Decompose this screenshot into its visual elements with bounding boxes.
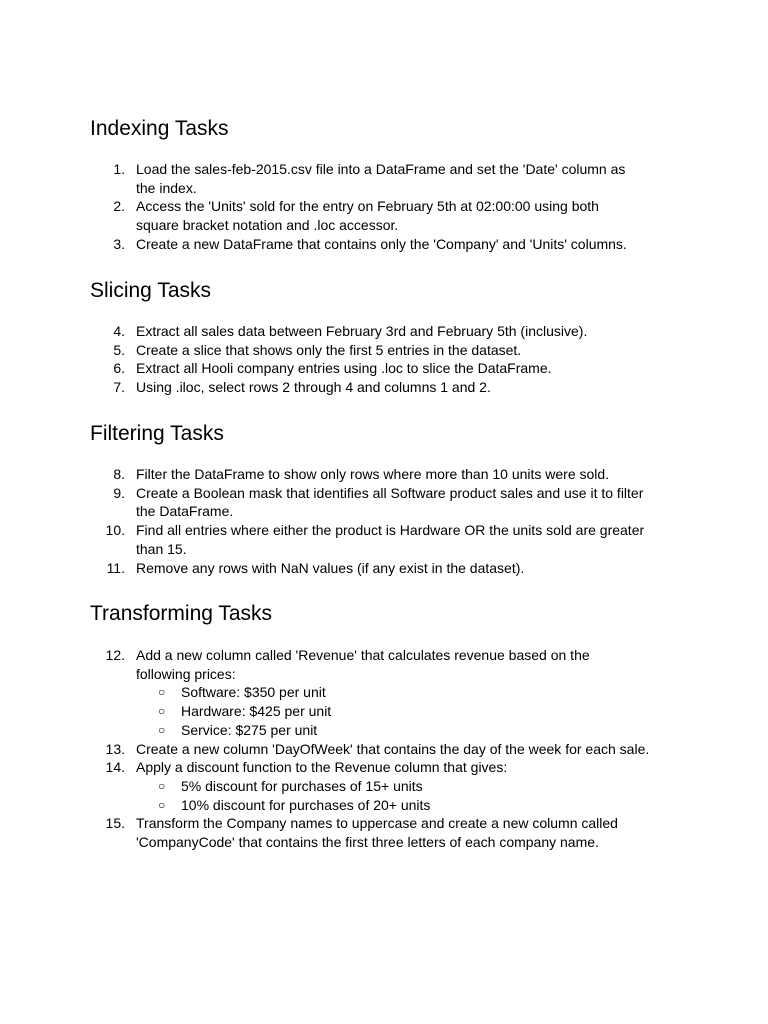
task-item: [0, 197, 676, 234]
task-number: 12.: [105, 647, 125, 663]
sub-list-item: [136, 702, 676, 721]
hollow-circle-bullet-icon: ○: [158, 778, 166, 793]
sub-list-item: [136, 777, 676, 796]
task-number: 3.: [113, 235, 125, 252]
task-item: [0, 814, 676, 851]
task-text: Extract all Hooli company entries using .loc to slice the DataFrame.: [136, 360, 552, 377]
task-list-slicing: [0, 322, 676, 397]
task-item: [0, 359, 676, 378]
section-heading-slicing: Slicing Tasks: [90, 279, 211, 302]
task-item: [0, 160, 676, 197]
task-text: Transform the Company names to uppercase and create a new column called 'CompanyCode' that contains the first three letters of each company name.: [136, 815, 618, 851]
task-list-filtering: [0, 465, 676, 577]
task-item: [0, 341, 676, 360]
task-number: 2.: [113, 198, 125, 215]
task-item: [0, 378, 676, 397]
task-text: Create a new DataFrame that contains only the 'Company' and 'Units' columns.: [136, 235, 627, 252]
sub-item-text: Hardware: $425 per unit: [181, 703, 332, 720]
task-item: [0, 465, 676, 484]
task-text: Create a new column 'DayOfWeek' that contains the day of the week for each sale.: [136, 740, 650, 757]
task-number: 13.: [105, 740, 125, 757]
task-text: Create a Boolean mask that identifies all Software product sales and use it to filter the DataFrame.: [136, 484, 644, 520]
task-item: [0, 646, 676, 740]
task-list-transforming: [0, 646, 676, 852]
sub-item-text: Software: $350 per unit: [181, 684, 326, 701]
hollow-circle-bullet-icon: ○: [158, 797, 166, 812]
task-text: Find all entries where either the product is Hardware OR the units sold are greater than 15.: [136, 522, 645, 557]
task-number: 10.: [105, 522, 125, 539]
sub-item-text: Service: $275 per unit: [181, 721, 318, 738]
section-heading-indexing: Indexing Tasks: [90, 117, 229, 140]
discount-sub-list: [136, 777, 676, 814]
task-item: [0, 322, 676, 341]
task-item: [0, 740, 676, 759]
hollow-circle-bullet-icon: ○: [158, 685, 166, 700]
hollow-circle-bullet-icon: ○: [158, 704, 166, 719]
task-item: [0, 559, 676, 578]
task-number: 4.: [113, 323, 125, 339]
task-number: 14.: [105, 759, 125, 776]
task-list-indexing: [0, 160, 676, 254]
section-heading-filtering: Filtering Tasks: [90, 422, 224, 445]
task-number: 15.: [105, 815, 125, 832]
task-item: [0, 484, 676, 521]
task-number: 9.: [113, 484, 125, 501]
sub-item-text: 10% discount for purchases of 20+ units: [181, 796, 431, 813]
task-text: Create a slice that shows only the first 5 entries in the dataset.: [136, 341, 522, 358]
task-text: Remove any rows with NaN values (if any exist in the dataset).: [136, 559, 525, 576]
task-text: Load the sales-feb-2015.csv file into a DataFrame and set the 'Date' column as the index.: [136, 161, 626, 196]
task-text: Add a new column called 'Revenue' that calculates revenue based on the following prices:: [136, 647, 590, 682]
sub-list-item: [136, 683, 676, 702]
task-number: 7.: [113, 379, 125, 396]
hollow-circle-bullet-icon: ○: [158, 722, 166, 737]
task-number: 1.: [113, 161, 125, 177]
task-item: [0, 235, 676, 254]
task-number: 5.: [113, 341, 125, 358]
price-sub-list: [136, 683, 676, 739]
task-number: 6.: [113, 360, 125, 377]
sub-item-text: 5% discount for purchases of 15+ units: [181, 777, 423, 794]
task-text: Filter the DataFrame to show only rows where more than 10 units were sold.: [136, 466, 610, 482]
task-number: 8.: [113, 466, 125, 482]
task-number: 11.: [106, 559, 125, 576]
section-heading-transforming: Transforming Tasks: [90, 602, 273, 625]
task-item: [0, 758, 676, 814]
task-text: Apply a discount function to the Revenue column that gives:: [136, 759, 508, 776]
sub-list-item: [136, 796, 676, 815]
sub-list-item: [136, 721, 676, 740]
task-item: [0, 521, 676, 558]
task-text: Using .iloc, select rows 2 through 4 and columns 1 and 2.: [136, 379, 491, 396]
task-text: Extract all sales data between February 3rd and February 5th (inclusive).: [136, 323, 588, 339]
task-text: Access the 'Units' sold for the entry on February 5th at 02:00:00 using both square bracket notation and .loc accessor.: [136, 198, 599, 234]
